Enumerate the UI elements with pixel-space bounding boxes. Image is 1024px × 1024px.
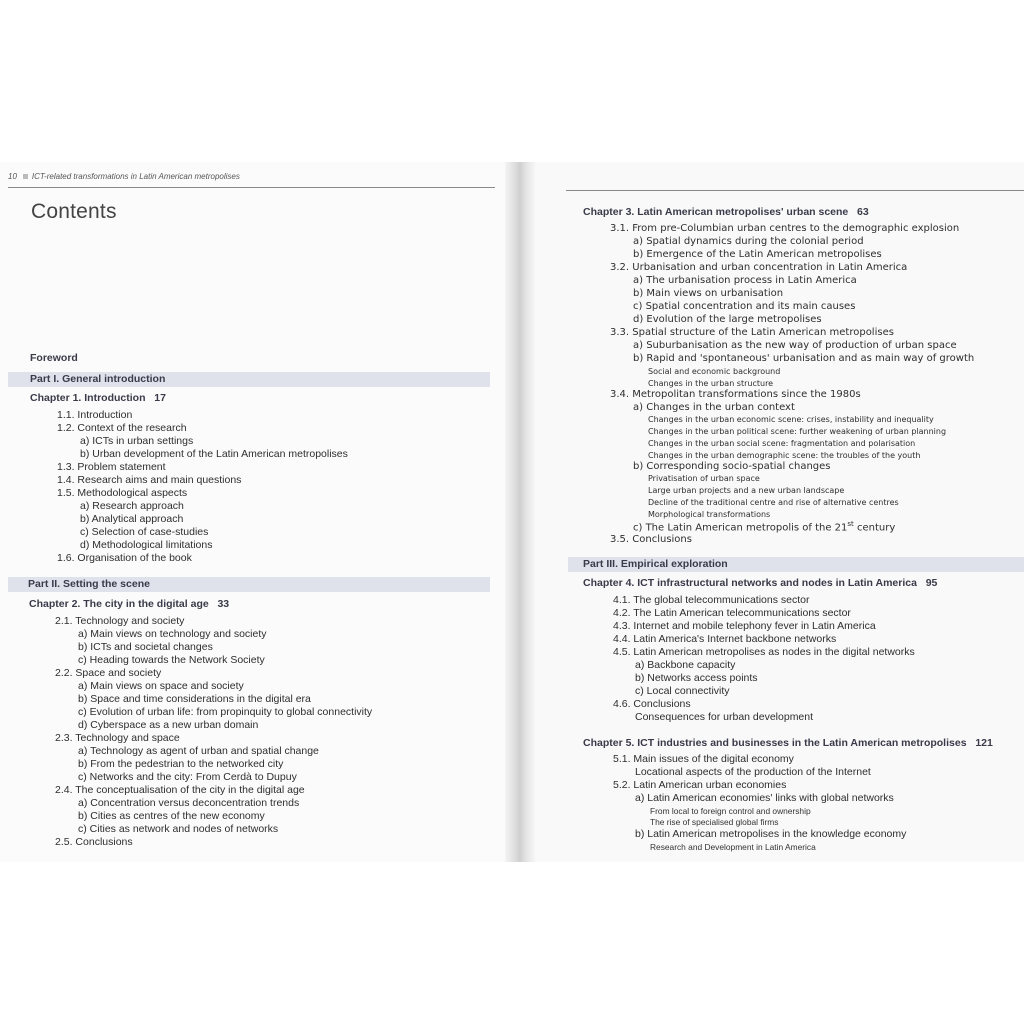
toc-item: 3.1. From pre-Columbian urban centres to the demographic explosion — [610, 223, 960, 234]
toc-item: a) Technology as agent of urban and spatial change — [78, 745, 319, 757]
toc-item: a) Changes in the urban context — [633, 402, 795, 413]
toc-item: d) Cyberspace as a new urban domain — [78, 719, 259, 731]
header-rule-left — [8, 187, 495, 188]
chapter-page: 121 — [975, 737, 993, 749]
toc-item: a) The urbanisation process in Latin America — [633, 275, 857, 286]
chapter-heading — [583, 737, 993, 750]
running-header — [8, 172, 240, 181]
toc-item: d) Methodological limitations — [80, 539, 213, 551]
chapter-page: 33 — [217, 598, 230, 610]
toc-subitem: Morphological transformations — [648, 510, 771, 519]
toc-subitem: From local to foreign control and ownership — [650, 806, 811, 816]
toc-item: 4.6. Conclusions — [613, 698, 691, 710]
toc-item: b) Emergence of the Latin American metropolises — [633, 249, 882, 260]
toc-item: a) Suburbanisation as the new way of production of urban space — [633, 340, 957, 351]
chapter-heading — [583, 577, 937, 590]
chapter-heading — [30, 392, 166, 405]
chapter-title: Chapter 2. The city in the digital age — [29, 598, 209, 610]
chapter-page: 17 — [154, 392, 166, 404]
toc-item: d) Evolution of the large metropolises — [633, 314, 822, 325]
toc-subitem: Privatisation of urban space — [648, 474, 760, 483]
toc-item: 4.3. Internet and mobile telephony fever in Latin America — [613, 620, 876, 632]
toc-subitem: Social and economic background — [648, 367, 781, 376]
toc-item-text: c) The Latin American metropolis of the 21 — [633, 522, 848, 534]
toc-subitem: Changes in the urban social scene: fragmentation and polarisation — [648, 439, 916, 448]
toc-item: b) Space and time considerations in the digital era — [78, 693, 311, 705]
toc-item: b) Rapid and 'spontaneous' urbanisation and as main way of growth — [633, 353, 975, 364]
toc-item: b) Corresponding socio-spatial changes — [633, 461, 831, 472]
toc-item — [633, 518, 895, 534]
chapter-page: 63 — [857, 206, 869, 218]
toc-subitem: Large urban projects and a new urban landscape — [648, 486, 845, 495]
toc-item: a) Main views on space and society — [78, 680, 244, 692]
toc-item: b) Analytical approach — [80, 513, 184, 525]
toc-item: a) Spatial dynamics during the colonial period — [633, 236, 864, 247]
toc-item: 3.2. Urbanisation and urban concentration in Latin America — [610, 262, 908, 273]
toc-foreword: Foreword — [30, 352, 78, 364]
toc-item: 2.3. Technology and space — [55, 732, 180, 744]
toc-item: 2.5. Conclusions — [55, 836, 133, 848]
part-title: Part I. General introduction — [30, 373, 166, 385]
toc-item: 3.4. Metropolitan transformations since the 1980s — [610, 389, 861, 400]
part-heading — [568, 557, 1024, 572]
chapter-heading — [583, 206, 869, 219]
toc-item: 5.1. Main issues of the digital economy — [613, 753, 794, 765]
chapter-title: Chapter 5. ICT industries and businesses in the Latin American metropolises — [583, 737, 967, 749]
toc-item: 4.1. The global telecommunications sector — [613, 594, 810, 606]
toc-item: b) Urban development of the Latin American metropolises — [80, 448, 348, 460]
toc-item: c) Cities as network and nodes of networks — [78, 823, 279, 835]
toc-item: a) Research approach — [80, 500, 184, 512]
toc-item: c) Heading towards the Network Society — [78, 654, 265, 666]
toc-item: a) Main views on technology and society — [78, 628, 267, 640]
toc-item: a) Concentration versus deconcentration trends — [78, 797, 300, 809]
part-heading — [8, 577, 490, 592]
toc-subitem: Changes in the urban demographic scene: the troubles of the youth — [648, 451, 921, 460]
toc-subitem: Changes in the urban economic scene: crises, instability and inequality — [648, 415, 934, 424]
chapter-heading — [29, 598, 229, 611]
page-title: Contents — [31, 200, 117, 223]
page-number: 10 — [8, 172, 17, 181]
toc-item: 1.2. Context of the research — [57, 422, 187, 434]
toc-subitem: Decline of the traditional centre and rise of alternative centres — [648, 498, 899, 507]
part-title: Part III. Empirical exploration — [583, 558, 728, 570]
toc-item: a) Backbone capacity — [635, 659, 736, 671]
toc-item: 1.3. Problem statement — [57, 461, 166, 473]
chapter-title: Chapter 4. ICT infrastructural networks and nodes in Latin America — [583, 577, 917, 589]
toc-item: c) Selection of case-studies — [80, 526, 209, 538]
running-title: ICT-related transformations in Latin American metropolises — [31, 172, 240, 181]
chapter-title: Chapter 3. Latin American metropolises' urban scene — [583, 206, 849, 218]
toc-item: 4.2. The Latin American telecommunications sector — [613, 607, 851, 619]
toc-item: 3.5. Conclusions — [610, 534, 692, 545]
toc-subitem: The rise of specialised global firms — [650, 817, 779, 827]
toc-item: b) From the pedestrian to the networked city — [78, 758, 284, 770]
toc-subitem: Changes in the urban structure — [648, 379, 774, 388]
toc-item: 3.3. Spatial structure of the Latin American metropolises — [610, 327, 894, 338]
toc-subitem: Research and Development in Latin America — [650, 842, 816, 852]
toc-item: 1.5. Methodological aspects — [57, 487, 188, 499]
toc-item: c) Evolution of urban life: from propinquity to global connectivity — [78, 706, 373, 718]
toc-item: a) Latin American economies' links with global networks — [635, 792, 894, 804]
toc-item: c) Networks and the city: From Cerdà to Dupuy — [78, 771, 297, 783]
toc-item: a) ICTs in urban settings — [80, 435, 194, 447]
square-bullet-icon — [23, 174, 28, 179]
toc-item: 1.6. Organisation of the book — [57, 552, 192, 564]
toc-item: 2.4. The conceptualisation of the city in the digital age — [55, 784, 305, 796]
toc-item: 1.4. Research aims and main questions — [57, 474, 242, 486]
toc-subitem: Changes in the urban political scene: further weakening of urban planning — [648, 427, 947, 436]
toc-item: b) Cities as centres of the new economy — [78, 810, 265, 822]
toc-item: b) ICTs and societal changes — [78, 641, 213, 653]
header-rule-right — [566, 190, 1024, 191]
toc-item: Locational aspects of the production of the Internet — [635, 766, 871, 778]
part-heading — [8, 372, 490, 387]
superscript: st — [847, 520, 854, 528]
toc-item: 1.1. Introduction — [57, 409, 133, 421]
chapter-page: 95 — [925, 577, 938, 589]
toc-item: b) Latin American metropolises in the knowledge economy — [635, 828, 907, 840]
toc-item: 4.4. Latin America's Internet backbone networks — [613, 633, 837, 645]
book-gutter — [505, 162, 535, 862]
toc-item: 2.1. Technology and society — [55, 615, 185, 627]
part-title: Part II. Setting the scene — [28, 578, 150, 590]
toc-item: 5.2. Latin American urban economies — [613, 779, 787, 791]
toc-item: b) Main views on urbanisation — [633, 288, 784, 299]
chapter-title: Chapter 1. Introduction — [30, 392, 146, 404]
toc-item-text-end: century — [853, 522, 896, 534]
toc-item: c) Local connectivity — [635, 685, 730, 697]
toc-item: 2.2. Space and society — [55, 667, 162, 679]
toc-item: Consequences for urban development — [635, 711, 814, 723]
toc-item: c) Spatial concentration and its main causes — [633, 301, 856, 312]
toc-item: b) Networks access points — [635, 672, 758, 684]
toc-item: 4.5. Latin American metropolises as nodes in the digital networks — [613, 646, 915, 658]
